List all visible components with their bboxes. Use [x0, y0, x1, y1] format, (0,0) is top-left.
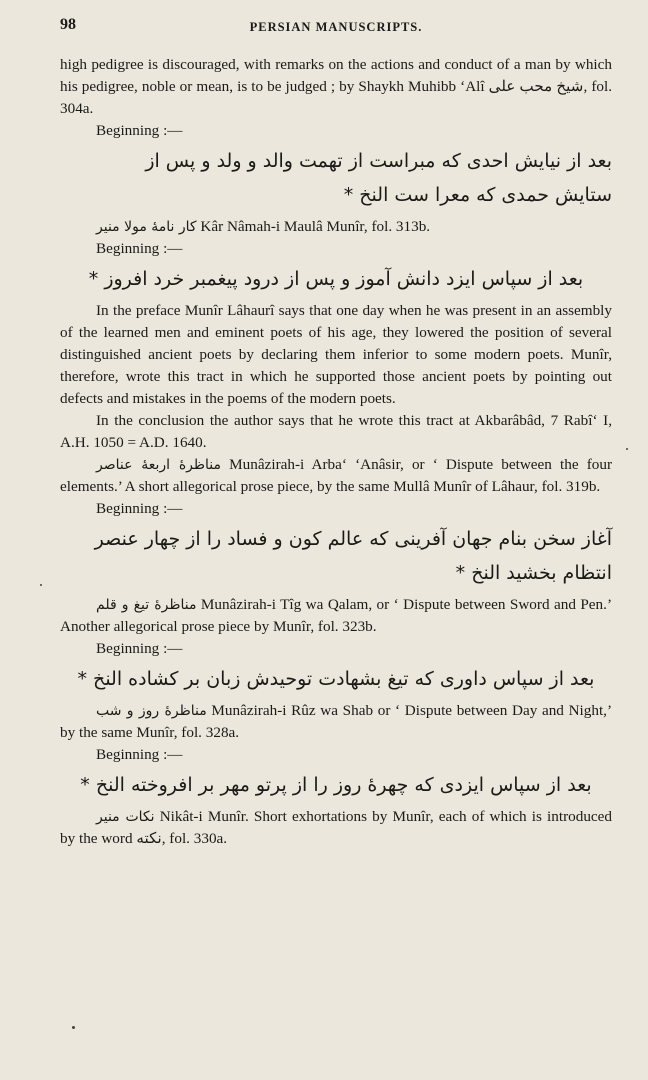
paragraph-pedigree: high pedigree is discouraged, with remarks on the actions and conduct of a man by which his pedigree, noble or mean, is to be judged ; by Shaykh Muhibb ‘Alî شیخ محب علی, fol. 304a. — [60, 56, 612, 117]
paragraph-conclusion: In the conclusion the author says that he wrote this tract at Akbarâbâd, 7 Rabî‘ I, A.H. 1050 = A.D. 1640. — [60, 412, 612, 451]
persian-quote-3-line-2: انتظام بخشید النخ * — [455, 562, 612, 584]
entry-kar-namah — [60, 216, 612, 238]
entry-kar-namah-text: Kâr Nâmah-i Maulâ Munîr, fol. 313b. — [200, 218, 431, 235]
persian-quote-3 — [60, 522, 612, 590]
persian-quote-1 — [60, 144, 612, 212]
persian-quote-2: بعد از سپاس ایزد دانش آموز و پس از درود پیغمبر خرد افروز * — [88, 268, 584, 290]
beginning-label: Beginning :— — [96, 240, 183, 257]
entry-ruz-wa-shab-text: Munâzirah-i Rûz wa Shab or ‘ Dispute between Day and Night,’ by the same Munîr, fol. 328a. — [60, 702, 613, 741]
entry-ruz-wa-shab — [60, 700, 612, 744]
entry-nikat-munir-persian-title: نکات منیر — [96, 809, 155, 825]
entry-ruz-wa-shab-persian-title: مناظرۀ روز و شب — [96, 703, 207, 719]
entry-arba-anasir-persian-title: مناظرۀ اربعۀ عناصر — [96, 457, 222, 473]
entry-tig-wa-qalam — [60, 594, 612, 638]
paper-speck — [72, 1026, 75, 1029]
beginning-label: Beginning :— — [96, 500, 183, 517]
page-number: 98 — [60, 16, 76, 33]
paper-speck — [626, 448, 628, 450]
persian-quote-1-line-2: ستایش حمدی که معرا ست النخ * — [343, 184, 612, 206]
running-title: PERSIAN MANUSCRIPTS. — [249, 20, 423, 34]
entry-tig-wa-qalam-text: Munâzirah-i Tîg wa Qalam, or ‘ Dispute between Sword and Pen.’ Another allegorical prose piece by Munîr, fol. 323b. — [60, 596, 612, 635]
beginning-label: Beginning :— — [96, 122, 183, 139]
entry-tig-wa-qalam-persian-title: مناظرۀ تیغ و قلم — [96, 597, 197, 613]
entry-nikat-munir-text: Nikât-i Munîr. Short exhortations by Munîr, each of which is introduced by the word نکته, fol. 330a. — [60, 808, 612, 847]
page-header — [60, 16, 612, 38]
paragraph-preface: In the preface Munîr Lâhaurî says that one day when he was present in an assembly of the learned men and eminent poets of his age, they lowered the position of several distinguished ancient poets by declaring them inferior to some modern poets. Munîr, therefore, wrote this tract in which he supported those ancient poets by pointing out defects and mistakes in the poems of the modern poets. — [60, 302, 612, 407]
page-body — [60, 54, 612, 850]
entry-arba-anasir-text: Munâzirah-i Arba‘ ‘Anâsir, or ‘ Dispute between the four elements.’ A short allegorical prose piece, by the same Mullâ Munîr of Lâhaur, fol. 319b. — [60, 456, 613, 495]
entry-arba-anasir — [60, 454, 612, 498]
persian-quote-5: بعد از سپاس ایزدی که چهرۀ روز را از پرتو مهر بر افروخته النخ * — [80, 774, 592, 796]
paper-speck — [40, 584, 42, 586]
persian-quote-1-line-1: بعد از نیایش احدی که مبراست از تهمت والد و ولد و پس از — [145, 150, 612, 172]
persian-quote-4: بعد از سپاس داوری که تیغ بشهادت توحیدش زبان بر کشاده النخ * — [77, 668, 595, 690]
entry-kar-namah-persian-title: کار نامۀ مولا منیر — [96, 219, 197, 235]
beginning-label: Beginning :— — [96, 746, 183, 763]
beginning-label: Beginning :— — [96, 640, 183, 657]
entry-nikat-munir — [60, 806, 612, 850]
persian-quote-3-line-1: آغاز سخن بنام جهان آفرینی که عالم کون و فساد را از چهار عنصر — [94, 528, 612, 550]
